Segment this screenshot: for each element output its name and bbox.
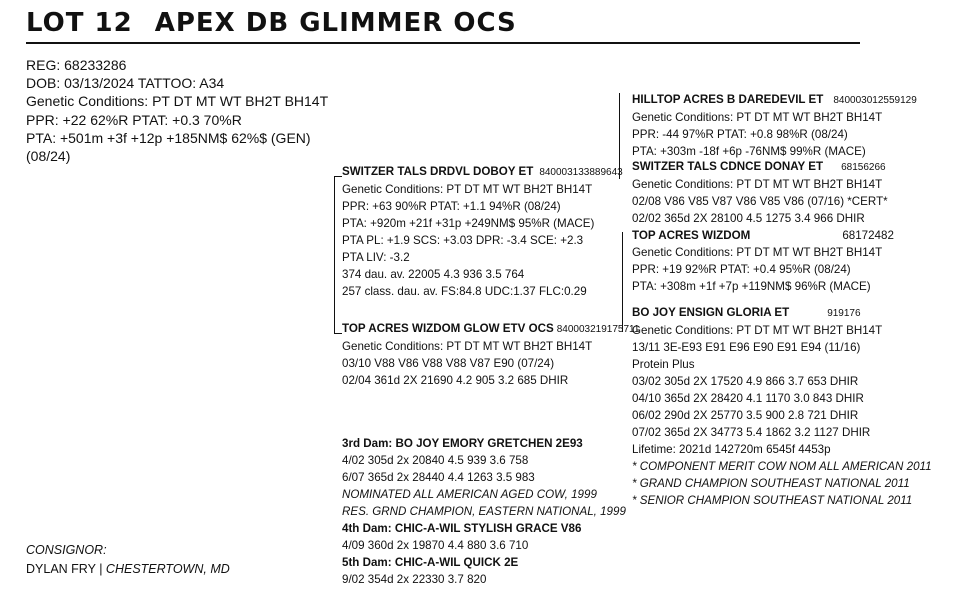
dam-sire-line: PPR: +19 92%R PTAT: +0.4 95%R (08/24): [632, 263, 851, 276]
dam-reg: 840003219175711: [556, 324, 640, 335]
third-dam-line: 6/07 365d 2x 28440 4.4 1263 3.5 983: [342, 471, 535, 484]
sire-line: PTA LIV: -3.2: [342, 251, 410, 264]
sire-dam-reg: 68156266: [841, 162, 886, 173]
consignor-separator: |: [99, 562, 103, 576]
dam-dam-line: Protein Plus: [632, 358, 695, 371]
consignor-label: CONSIGNOR:: [26, 543, 107, 557]
dam-line: Genetic Conditions: PT DT MT WT BH2T BH14T: [342, 340, 593, 353]
sire-sire-block: [632, 91, 917, 160]
sire-line: 374 dau. av. 22005 4.3 936 3.5 764: [342, 268, 525, 281]
dam-dam-reg: 919176: [827, 308, 861, 319]
dam-sire-reg: 68172482: [842, 229, 894, 242]
dam-sire-block: [632, 227, 894, 295]
dam-dam-line: Genetic Conditions: PT DT MT WT BH2T BH14T: [632, 324, 883, 337]
dam-dam-award: * SENIOR CHAMPION SOUTHEAST NATIONAL 2011: [632, 494, 913, 507]
third-dam-line: 4/02 305d 2x 20840 4.5 939 3.6 758: [342, 454, 529, 467]
fourth-dam-name: 4th Dam: CHIC-A-WIL STYLISH GRACE V86: [342, 522, 582, 535]
animal-line: PPR: +22 62%R PTAT: +0.3 70%R: [26, 111, 242, 128]
lot-title: [26, 8, 517, 38]
dam-dam-line: 04/10 365d 2X 28420 4.1 1170 3.0 843 DHIR: [632, 392, 864, 405]
dam-line: 03/10 V88 V86 V88 V88 V87 E90 (07/24): [342, 357, 555, 370]
lot-number: LOT 12: [26, 8, 133, 38]
third-dam-note: RES. GRND CHAMPION, EASTERN NATIONAL, 1999: [342, 505, 626, 518]
dam-name: TOP ACRES WIZDOM GLOW ETV OCS: [342, 322, 554, 335]
title-underline: [26, 42, 860, 44]
pedigree-connector: [334, 176, 342, 177]
dam-dam-line: 03/02 305d 2X 17520 4.9 866 3.7 653 DHIR: [632, 375, 859, 388]
maternal-line-block: [342, 435, 626, 588]
consignor-name: DYLAN FRY: [26, 562, 96, 576]
dam-block: [342, 320, 639, 389]
sire-line: Genetic Conditions: PT DT MT WT BH2T BH14T: [342, 183, 593, 196]
sire-dam-line: 02/08 V86 V85 V87 V86 V85 V86 (07/16) *CERT*: [632, 195, 888, 208]
sire-sire-line: Genetic Conditions: PT DT MT WT BH2T BH14T: [632, 111, 883, 124]
sire-sire-reg: 840003012559129: [833, 95, 917, 106]
dam-line: 02/04 361d 2X 21690 4.2 905 3.2 685 DHIR: [342, 374, 569, 387]
sire-line: PPR: +63 90%R PTAT: +1.1 94%R (08/24): [342, 200, 561, 213]
pedigree-connector: [334, 333, 342, 334]
sire-dam-block: [632, 158, 888, 227]
dam-dam-line: Lifetime: 2021d 142720m 6545f 4453p: [632, 443, 831, 456]
dam-dam-line: 07/02 365d 2X 34773 5.4 1862 3.2 1127 DHIR: [632, 426, 871, 439]
fourth-dam-line: 4/09 360d 2x 19870 4.4 880 3.6 710: [342, 539, 529, 552]
dam-dam-line: 06/02 290d 2X 25770 3.5 900 2.8 721 DHIR: [632, 409, 859, 422]
dam-dam-block: [632, 304, 932, 509]
sire-sire-name: HILLTOP ACRES B DAREDEVIL ET: [632, 93, 824, 106]
sire-reg: 840003133889643: [539, 167, 623, 178]
animal-info: [26, 56, 328, 165]
dam-sire-line: PTA: +308m +1f +7p +119NM$ 96%R (MACE): [632, 280, 871, 293]
fifth-dam-line: 9/02 354d 2x 22330 3.7 820: [342, 573, 487, 586]
dam-dam-award: * COMPONENT MERIT COW NOM ALL AMERICAN 2011: [632, 460, 932, 473]
consignor-block: [26, 541, 230, 579]
animal-line: DOB: 03/13/2024 TATTOO: A34: [26, 75, 225, 92]
animal-line: Genetic Conditions: PT DT MT WT BH2T BH14T: [26, 93, 329, 110]
sire-block: [342, 163, 623, 300]
sire-dam-name: SWITZER TALS CDNCE DONAY ET: [632, 160, 824, 173]
dam-dam-line: 13/11 3E-E93 E91 E96 E90 E91 E94 (11/16): [632, 341, 861, 354]
third-dam-name: 3rd Dam: BO JOY EMORY GRETCHEN 2E93: [342, 437, 583, 450]
consignor-location: CHESTERTOWN, MD: [105, 562, 230, 576]
third-dam-note: NOMINATED ALL AMERICAN AGED COW, 1999: [342, 488, 597, 501]
pedigree-connector: [334, 176, 335, 334]
sire-dam-line: Genetic Conditions: PT DT MT WT BH2T BH14T: [632, 178, 883, 191]
sire-name: SWITZER TALS DRDVL DOBOY ET: [342, 165, 534, 178]
sire-line: PTA PL: +1.9 SCS: +3.03 DPR: -3.4 SCE: +2.3: [342, 234, 584, 247]
animal-line: (08/24): [26, 148, 71, 165]
dam-dam-name: BO JOY ENSIGN GLORIA ET: [632, 306, 790, 319]
dam-sire-name: TOP ACRES WIZDOM: [632, 229, 751, 242]
animal-line: PTA: +501m +3f +12p +185NM$ 62%$ (GEN): [26, 129, 311, 146]
sire-dam-line: 02/02 365d 2X 28100 4.5 1275 3.4 966 DHIR: [632, 212, 865, 225]
animal-line: REG: 68233286: [26, 57, 127, 73]
dam-sire-line: Genetic Conditions: PT DT MT WT BH2T BH14T: [632, 246, 883, 259]
sire-sire-line: PTA: +303m -18f +6p -76NM$ 99%R (MACE): [632, 145, 866, 158]
sire-line: 257 class. dau. av. FS:84.8 UDC:1.37 FLC:0.29: [342, 285, 587, 298]
sire-line: PTA: +920m +21f +31p +249NM$ 95%R (MACE): [342, 217, 595, 230]
dam-dam-award: * GRAND CHAMPION SOUTHEAST NATIONAL 2011: [632, 477, 910, 490]
fifth-dam-name: 5th Dam: CHIC-A-WIL QUICK 2E: [342, 556, 519, 569]
sire-sire-line: PPR: -44 97%R PTAT: +0.8 98%R (08/24): [632, 128, 848, 141]
animal-name: APEX DB GLIMMER OCS: [154, 8, 517, 38]
